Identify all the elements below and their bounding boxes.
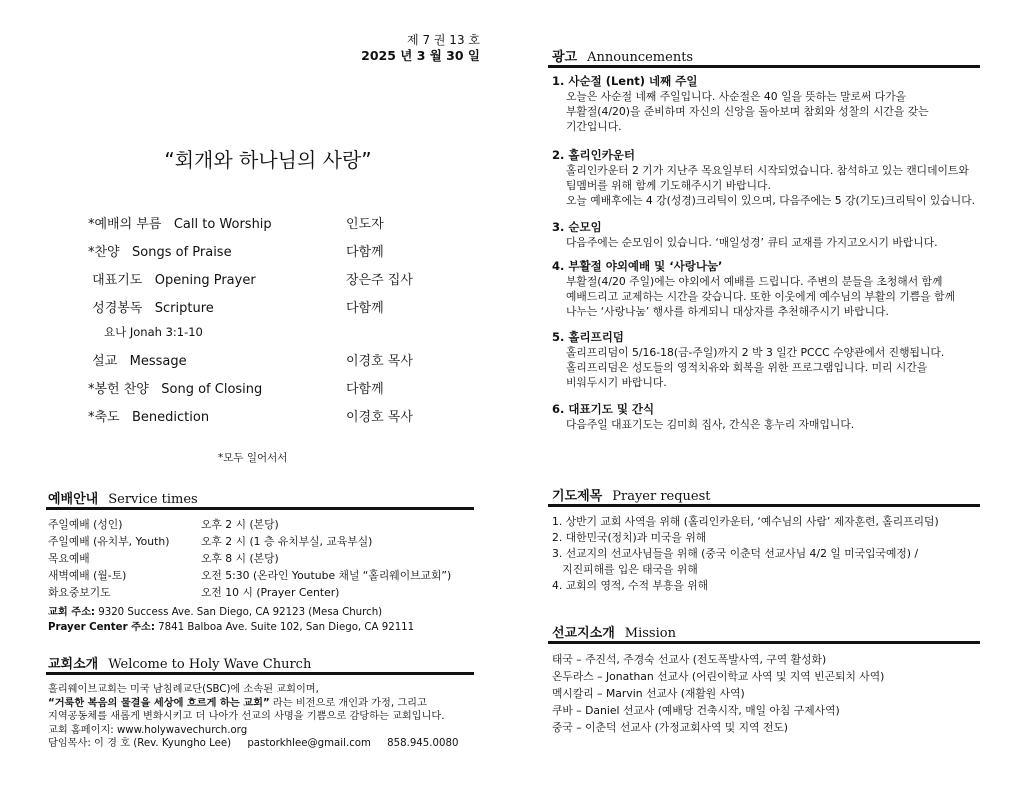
order-row [88,269,428,289]
order-row [88,378,428,398]
order-item-name: 성경봉독 Scripture [88,301,214,316]
announcement-item [552,402,992,432]
divider [548,641,980,644]
service-name: 화요중보기도 [48,586,111,599]
service-row [48,585,488,601]
service-time: 오전 5:30 (온라인 Youtube 채널 “홀리웨이브교회”) [201,569,452,582]
announcement-body: 오늘은 사순절 네째 주일입니다. 사순절은 40 일을 뜻하는 말로써 다가올 부활절(4/20)을 준비하며 자신의 신앙을 돌아보며 참회와 성찰의 시간을 갖는 기간입니다. [566,90,929,133]
service-time: 오전 10 시 (Prayer Center) [201,586,340,599]
announcement-body: 다음주에는 순모임이 있습니다. ‘매일성경’ 큐티 교재를 가지고오시기 바랍니다. [566,236,938,249]
mission-item: 쿠바 – Daniel 선교사 (예배당 건축시작, 매일 아침 구제사역) [552,704,840,717]
church-address-value: 9320 Success Ave. San Diego, CA 92123 (Mesa Church) [95,607,383,618]
heading-ko: 기도제목 [552,489,603,504]
mission-item: 온두라스 – Jonathan 선교사 (어린이학교 사역 및 지역 빈곤퇴치 사역) [552,670,885,683]
heading-en: Mission [624,626,676,641]
welcome-line: 지역공동체를 새롭게 변화시키고 더 나아가 선교의 사명을 기쁨으로 감당하는 교회입니다. [48,711,445,722]
order-item-leader: 인도자 [346,217,384,232]
divider [548,504,980,507]
order-item-name: *봉헌 찬양 Song of Closing [88,382,263,397]
service-time: 오후 2 시 (본당) [201,518,279,531]
announcement-title: 2. 홀리인카운터 [552,148,636,162]
welcome-line: 홀리웨이브교회는 미국 남침례교단(SBC)에 소속된 교회이며, [48,684,319,695]
scripture-reference: 요나 Jonah 3:1-10 [104,325,203,339]
church-address-label: 교회 주소: [48,607,95,618]
service-time: 오후 8 시 (본당) [201,552,279,565]
vision-statement: “거룩한 복음의 물결을 세상에 흐르게 하는 교회” [48,697,270,709]
divider [46,507,474,510]
order-item-leader: 이경호 목사 [346,354,413,369]
heading-ko: 예배안내 [48,492,99,507]
heading-en: Service times [108,492,198,507]
prayer-center-address [48,620,488,635]
prayer-list [552,514,992,594]
prayer-heading [552,485,711,504]
pastor-contact: 담임목사: 이 경 호 (Rev. Kyungho Lee) pastorkhlee@gmail.com 858.945.0080 [48,738,459,749]
order-row [88,350,428,370]
order-item-name: 설교 Message [88,354,187,369]
announcement-title: 5. 홀리프리덤 [552,330,624,344]
announcement-item [552,220,992,250]
heading-ko: 선교지소개 [552,626,615,641]
service-name: 목요예배 [48,552,90,565]
service-name: 새벽예배 (월-토) [48,569,127,582]
order-item-leader: 이경호 목사 [346,410,413,425]
announcement-item [552,148,992,208]
order-item-name: *찬양 Songs of Praise [88,245,232,260]
mission-list [552,651,992,736]
vision-rest: 라는 비전으로 개인과 가정, 그리고 [269,697,427,709]
service-time: 오후 2 시 (1 층 유치부실, 교육부실) [201,535,373,548]
order-item-leader: 다함께 [346,245,384,260]
welcome-vision [48,697,488,711]
announcement-item [552,330,992,390]
mission-item: 태국 – 주진석, 주경숙 선교사 (전도폭발사역, 구역 활성화) [552,653,827,666]
order-row [88,213,428,233]
announcement-title: 3. 순모임 [552,220,602,234]
mission-heading [552,622,676,641]
prayer-item: 지진피해를 입은 태국을 위해 [552,563,698,576]
prayer-item: 4. 교회의 영적, 수적 부흥을 위해 [552,579,709,592]
issue-date: 2025 년 3 월 30 일 [361,48,480,63]
heading-ko: 광고 [552,50,578,65]
announcement-item [552,74,992,134]
prayer-address-label: Prayer Center 주소: [48,622,155,633]
service-times-heading [48,488,198,507]
order-item-leader: 다함께 [346,382,384,397]
announcement-title: 4. 부활절 야외예배 및 ‘사랑나눔’ [552,259,723,273]
sermon-title: “회개와 하나님의 사랑” [164,148,372,172]
prayer-address-value: 7841 Balboa Ave. Suite 102, San Diego, CA 92111 [154,622,415,633]
announcement-body: 다음주일 대표기도는 김미희 집사, 간식은 홍누리 자매입니다. [566,418,855,431]
order-row [88,406,428,426]
divider [46,672,474,675]
mission-item: 중국 – 이춘덕 선교사 (가정교회사역 및 지역 전도) [552,721,789,734]
order-item-name: *예배의 부름 Call to Worship [88,217,272,232]
service-row [48,534,488,550]
address-block [48,605,488,635]
church-address [48,605,488,620]
heading-en: Prayer request [612,489,711,504]
prayer-item: 2. 대한민국(정치)과 미국을 위해 [552,531,707,544]
order-item-name: 대표기도 Opening Prayer [88,273,256,288]
order-row [88,241,428,261]
service-row [48,568,488,584]
mission-item: 멕시칼리 – Marvin 선교사 (재활원 사역) [552,687,745,700]
order-item-leader: 다함께 [346,301,384,316]
issue-number: 제 7 권 13 호 [407,33,480,47]
divider [548,65,980,68]
welcome-heading [48,653,311,672]
issue-block [330,32,480,64]
order-row [88,297,428,317]
service-row [48,517,488,533]
homepage: 교회 홈페이지: www.holywavechurch.org [48,724,248,736]
service-row [48,551,488,567]
service-name: 주일예배 (성인) [48,518,123,531]
announcement-title: 1. 사순절 (Lent) 네째 주일 [552,74,698,88]
prayer-item: 3. 선교지의 선교사님들을 위해 (중국 이춘덕 선교사님 4/2 일 미국입국예정) / [552,547,919,560]
announcement-body: 홀리프리덤이 5/16-18(금-주일)까지 2 박 3 일간 PCCC 수양관에서 진행됩니다. 홀리프리덤은 성도들의 영적치유와 회복을 위한 프로그램입니다. 미리 시간을 비워두시기 바랍니다. [566,346,945,389]
heading-ko: 교회소개 [48,657,99,672]
announcement-body: 부활절(4/20 주일)에는 야외에서 예배를 드립니다. 주변의 분들을 초청해서 함께 예배드리고 교제하는 시간을 갖습니다. 또한 이웃에게 예수님의 부활의 기쁨을 함께 나누는 ‘사랑나눔’ 행사를 하게되니 대상자를 추천해주시기 바랍니다. [566,275,955,318]
order-item-name: *축도 Benediction [88,410,210,425]
service-name: 주일예배 (유치부, Youth) [48,535,170,548]
announcements-heading [552,46,693,65]
announcement-body: 홀리인카운터 2 기가 지난주 목요일부터 시작되었습니다. 참석하고 있는 캔디데이트와 팀멤버를 위해 함께 기도해주시기 바랍니다. 오늘 예배후에는 4 강(성경)크리틱이 있으며, 다음주에는 5 강(기도)크리틱이 있습니다. [566,164,976,207]
welcome-text [48,683,488,751]
announcement-title: 6. 대표기도 및 간식 [552,402,655,416]
prayer-item: 1. 상반기 교회 사역을 위해 (홀리인카운터, ‘예수님의 사람’ 제자훈련, 홀리프리덤) [552,515,939,528]
heading-en: Announcements [587,50,694,65]
stand-note: *모두 일어서서 [218,452,288,464]
heading-en: Welcome to Holy Wave Church [108,657,312,672]
announcement-item [552,259,992,319]
order-item-leader: 장은주 집사 [346,273,413,288]
